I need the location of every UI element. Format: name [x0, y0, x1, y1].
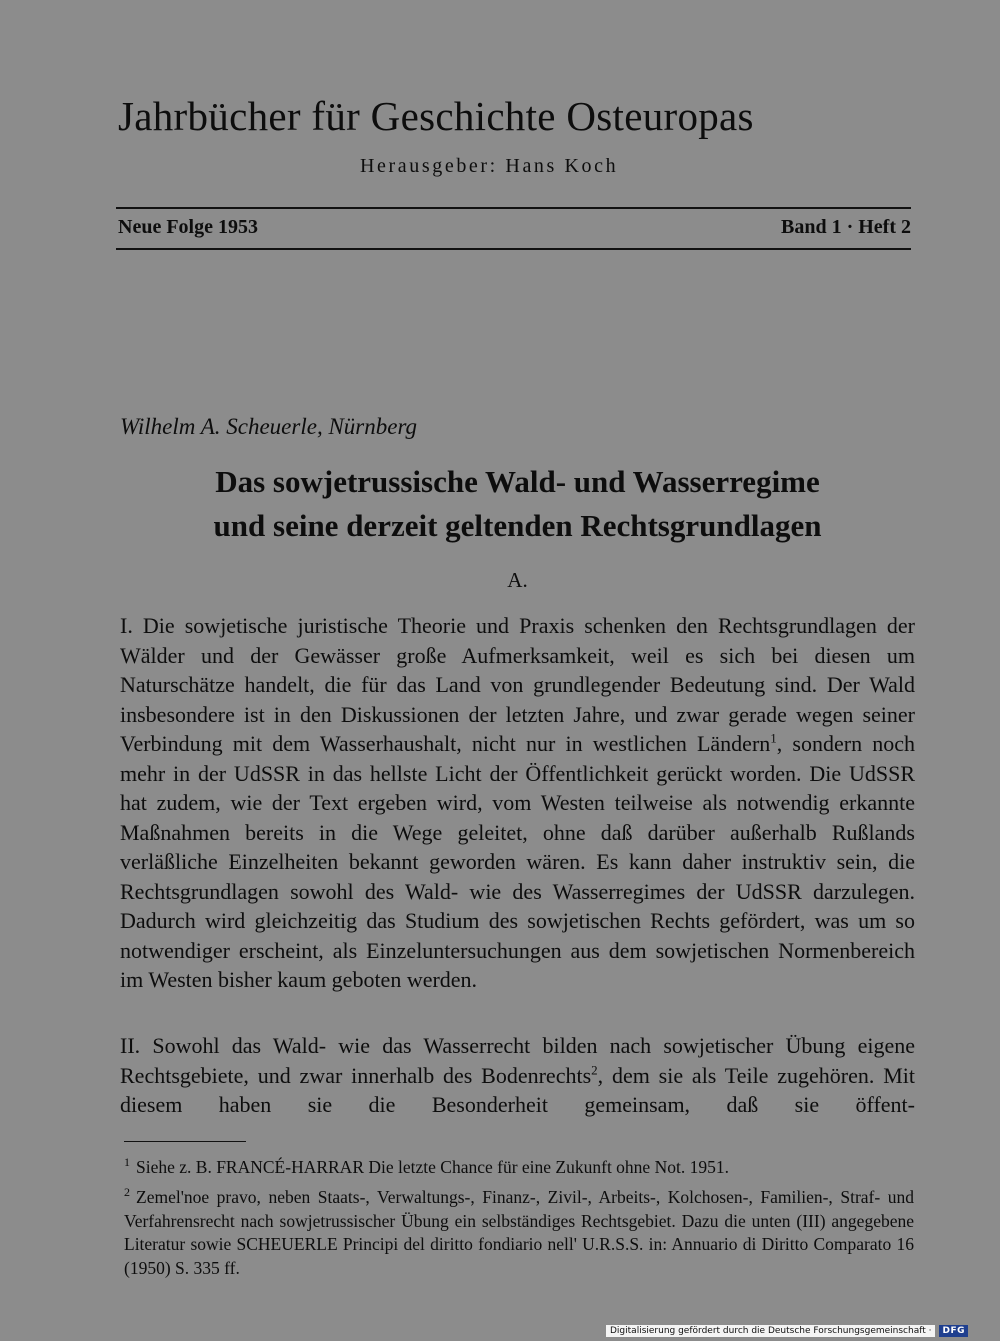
editor-line: Herausgeber: Hans Koch — [360, 155, 619, 177]
body-paragraph-2 — [120, 1031, 915, 1120]
article-title-line-1: Das sowjetrussische Wald- und Wasserregime — [215, 464, 820, 499]
footnote-separator — [124, 1141, 246, 1142]
header-rule-bottom — [116, 248, 911, 250]
article-author: Wilhelm A. Scheuerle, Nürnberg — [120, 414, 418, 439]
article-title — [120, 460, 915, 548]
funding-text: Digitalisierung gefördert durch die Deutsche Forschungsgemeinschaft · — [606, 1325, 935, 1337]
footnote-2-text: Zemel'noe pravo, neben Staats-, Verwaltungs-, Finanz-, Zivil-, Arbeits-, Kolchosen-, Familien-, Straf- und Verfahrensrecht nach sowjetrussischer Übung ein selbständiges Rechtsgebiet. Dazu die unten (III) angegebene Literatur sowie SCHEUERLE Principi del diritto fondiario nell' U.R.S.S. in: Annuario di Diritto Comparato 16 (1950) S. 335 ff. — [124, 1187, 914, 1278]
series-label: Neue Folge 1953 — [118, 216, 258, 238]
footnote-2 — [124, 1186, 914, 1280]
section-heading: A. — [507, 568, 528, 592]
footnote-2-mark: 2 — [124, 1185, 130, 1200]
paragraph-1-text-b: , sondern noch mehr in der UdSSR in das hellste Licht der Öffentlichkeit gerückt worden. Die UdSSR hat zudem, wie der Text ergeben wird, vom Westen teilweise als notwendig erkannte Maßnahmen bereits in die Wege geleitet, ohne daß darüber außerhalb Rußlands verläßliche Einzelheiten bekannt geworden wären. Es kann daher instruktiv sein, die Rechtsgrundlagen sowohl des Wald- wie des Wasserregimes der UdSSR darzulegen. Dadurch wird gleichzeitig das Studium des sowjetischen Rechts gefördert, was um so notwendiger erscheint, als Einzeluntersuchungen aus dem sowjetischen Normenbereich im Westen bisher kaum geboten werden. — [120, 731, 915, 992]
footnote-1-text: Siehe z. B. FRANCÉ-HARRAR Die letzte Chance für eine Zukunft ohne Not. 1951. — [136, 1157, 729, 1177]
footnote-1 — [124, 1156, 914, 1180]
volume-label: Band 1 · Heft 2 — [780, 216, 911, 238]
paragraph-2-text-a: II. Sowohl das Wald- wie das Wasserrecht bilden nach sowjetischer Übung eigene Rechtsgebiete, und zwar innerhalb des Bodenrechts — [120, 1033, 915, 1088]
dfg-logo-icon: DFG — [939, 1325, 968, 1337]
footnote-ref-1: 1 — [770, 730, 777, 746]
header-rule-top — [116, 207, 911, 209]
journal-title: Jahrbücher für Geschichte Osteuropas — [118, 93, 754, 139]
paragraph-1-text-a: I. Die sowjetische juristische Theorie und Praxis schenken den Rechtsgrundlagen der Wälder und der Gewässer große Aufmerksamkeit, weil es sich bei diesen um Naturschätze handelt, die für das Land von grundlegender Bedeutung sind. Der Wald insbesondere ist in den Diskussionen der letzten Jahre, und zwar gerade wegen seiner Verbindung mit dem Wasserhaushalt, nicht nur in westlichen Ländern — [120, 613, 915, 756]
body-paragraph-1 — [120, 611, 915, 995]
footnote-1-mark: 1 — [124, 1155, 130, 1170]
paragraph-2-text-b: , dem sie als Teile zugehören. Mit diesem haben sie die Besonderheit gemeinsam, daß sie öffent- — [120, 1062, 916, 1117]
funding-notice — [606, 1322, 968, 1339]
footnote-ref-2: 2 — [591, 1062, 598, 1078]
article-title-line-2: und seine derzeit geltenden Rechtsgrundlagen — [213, 508, 822, 543]
